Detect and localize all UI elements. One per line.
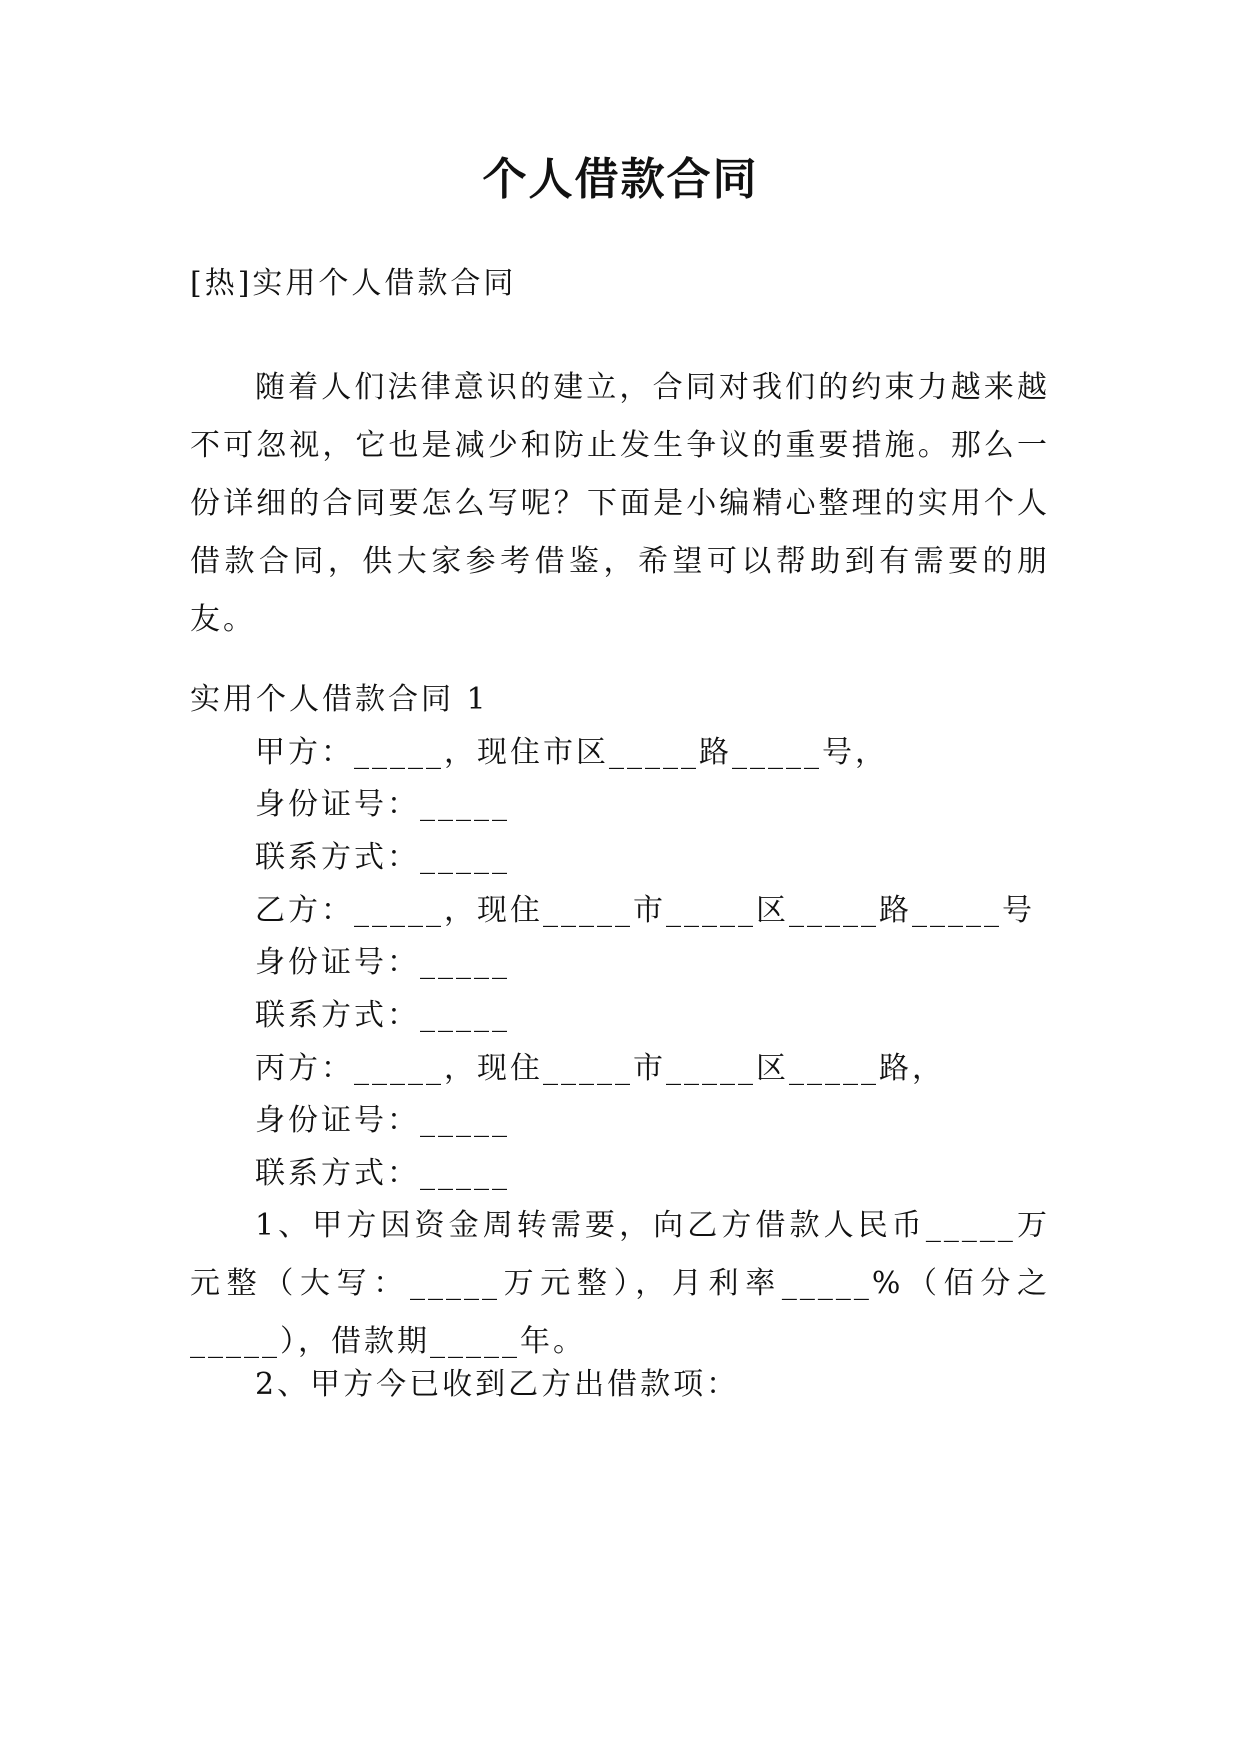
clause-2: 2、甲方今已收到乙方出借款项： <box>255 1367 740 1402</box>
intro-paragraph: 随着人们法律意识的建立，合同对我们的约束力越来越不可忽视，它也是减少和防止发生争议的重要措施。那么一份详细的合同要怎么写呢？下面是小编精心整理的实用个人借款合同，供大家参考借鉴，希望可以帮助到有需要的朋友。 <box>190 370 1050 637</box>
party-c-address: 丙方：_____，现住_____市_____区_____路， <box>255 1051 945 1086</box>
document-title: 个人借款合同 <box>482 154 759 205</box>
party-a-address: 甲方：_____，现住市区_____路_____号， <box>255 735 888 770</box>
party-b-id: 身份证号：_____ <box>255 945 510 980</box>
party-a-contact: 联系方式：_____ <box>255 840 510 875</box>
party-c-id: 身份证号：_____ <box>255 1103 510 1138</box>
party-b-address: 乙方：_____，现住_____市_____区_____路_____号 <box>255 893 1035 928</box>
party-b-contact: 联系方式：_____ <box>255 998 510 1033</box>
section-heading: 实用个人借款合同 1 <box>190 682 489 717</box>
document-subtitle: [热]实用个人借款合同 <box>190 266 517 301</box>
clause-1: 1、甲方因资金周转需要，向乙方借款人民币_____万元整（大写：_____万元整），月利率_____%（佰分之_____），借款期_____年。 <box>190 1208 1050 1359</box>
party-c-contact: 联系方式：_____ <box>255 1156 510 1191</box>
party-a-id: 身份证号：_____ <box>255 787 510 822</box>
